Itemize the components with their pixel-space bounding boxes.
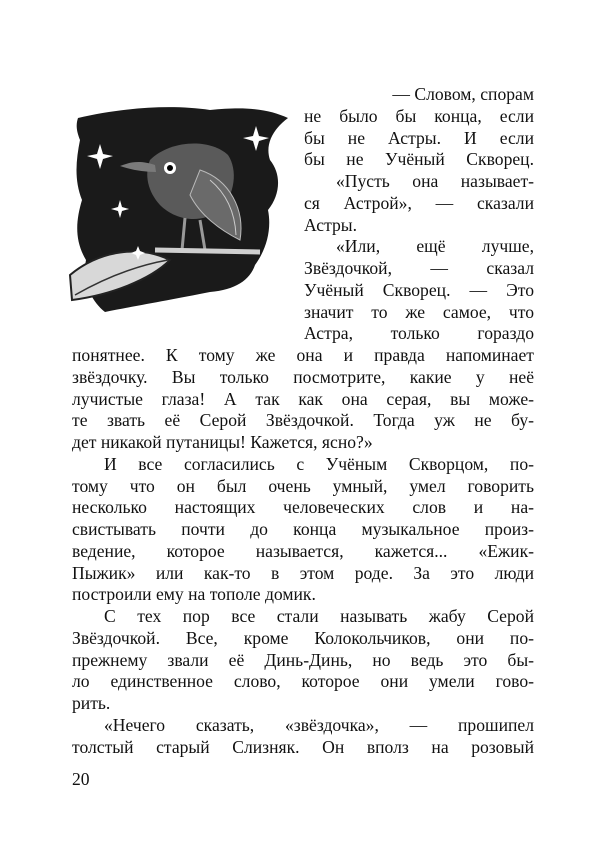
text-line: Звёздочкой, — сказал <box>304 258 534 278</box>
text-line: прежнему звали её Динь-Динь, но ведь это бы- <box>72 649 534 670</box>
text-line: те звать её Серой Звёздочкой. Тогда уж не бу- <box>72 410 534 431</box>
text-line: ло единственное слово, которое они умели гово- <box>72 671 534 692</box>
text-line: С тех пор все стали называть жабу Серой <box>104 606 534 626</box>
text-line: лучистые глаза! А так как она серая, вы може- <box>72 388 534 409</box>
text-line: звёздочку. Вы только посмотрите, какие у неё <box>72 366 534 387</box>
text-line: ведение, которое называется, кажется... «Ежик- <box>72 540 534 561</box>
text-line: рить. <box>72 693 111 713</box>
text-line: толстый старый Слизняк. Он вполз на розовый <box>72 736 534 757</box>
text-line: построили ему на тополе домик. <box>72 584 316 605</box>
text-line: И все согласились с Учёным Скворцом, по- <box>104 453 534 474</box>
text-line: бы не Учёный Скворец. <box>304 149 534 170</box>
text-line: Астра, только гораздо <box>304 323 534 344</box>
text-line: понятнее. К тому же она и правда напоминает <box>72 345 534 365</box>
starling-night-illustration <box>60 100 300 322</box>
text-line: «Пусть она называет- <box>336 171 534 191</box>
body-text <box>72 345 534 758</box>
text-line: «Или, ещё лучше, <box>336 236 534 257</box>
text-line: Учёный Скворец. — Это <box>304 279 534 300</box>
text-line: Астры. <box>304 214 357 235</box>
text-line: дет никакой путаницы! Кажется, ясно?» <box>72 432 373 452</box>
text-line: Пыжик» или как-то в этом роде. За это люди <box>72 562 534 583</box>
wrapped-text-column <box>304 84 534 345</box>
page-number: 20 <box>72 769 90 789</box>
text-line: не было бы конца, если <box>304 105 534 126</box>
text-line: бы не Астры. И если <box>304 127 534 148</box>
text-line: ся Астрой», — сказали <box>304 192 534 213</box>
text-line: «Нечего сказать, «звёздочка», — прошипел <box>104 714 534 735</box>
text-line: Звёздочкой. Все, кроме Колокольчиков, они по- <box>72 627 534 648</box>
text-line: свистывать почти до конца музыкальное произ- <box>72 519 534 539</box>
text-line: — Словом, спорам <box>392 84 534 104</box>
text-line: тому что он был очень умный, умел говорить <box>72 475 534 496</box>
text-line: несколько настоящих человеческих слов и на- <box>72 497 534 518</box>
text-line: значит то же самое, что <box>304 301 534 322</box>
